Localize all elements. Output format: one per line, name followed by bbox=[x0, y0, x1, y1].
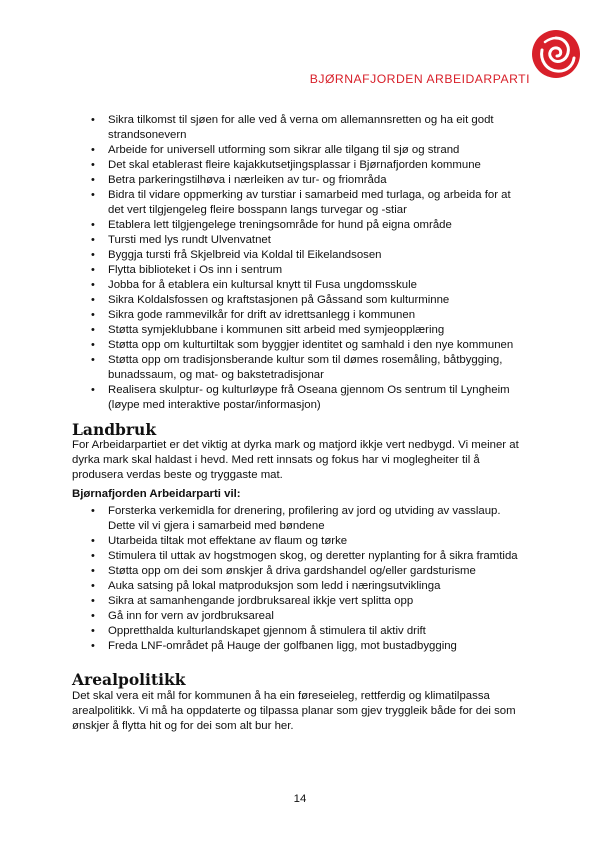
list-item: • Betra parkeringstilhøva i nærleiken av tur- og friområda bbox=[86, 173, 526, 188]
list-item: • Byggja tursti frå Skjelbreid via Koldal til Eikelandsosen bbox=[86, 248, 526, 263]
list-item: • Sikra at samanhengande jordbruksareal ikkje vert splitta opp bbox=[86, 594, 526, 609]
list-item: • Etablera lett tilgjengelege treningsområde for hund på eigna område bbox=[86, 218, 526, 233]
list-item: • Oppretthalda kulturlandskapet gjennom å stimulera til aktiv drift bbox=[86, 624, 526, 639]
landbruk-subheading: Bjørnafjorden Arbeidarparti vil: bbox=[72, 488, 241, 500]
page-header bbox=[282, 28, 582, 88]
landbruk-intro: For Arbeidarpartiet er det viktig at dyrka mark og matjord ikkje vert nedbygd. Vi meiner at dyrka mark skal haldast i hevd. Med rett innsats og fokus har vi moglegheiter til å produsera verdas beste og tryggaste mat. bbox=[72, 439, 519, 482]
list-item: • Realisera skulptur- og kulturløype frå Oseana gjennom Os sentrum til Lyngheim (løype med interaktive postar/informasjon) bbox=[86, 383, 526, 413]
list-item: • Støtta opp om kulturtiltak som byggjer identitet og samhald i den nye kommunen bbox=[86, 338, 526, 353]
landbruk-list bbox=[86, 504, 526, 654]
list-item: • Auka satsing på lokal matproduksjon som ledd i næringsutviklinga bbox=[86, 579, 526, 594]
list-item: • Støtta opp om dei som ønskjer å driva gardshandel og/eller gardsturisme bbox=[86, 564, 526, 579]
list-item: • Jobba for å etablera ein kultursal knytt til Fusa ungdomsskule bbox=[86, 278, 526, 293]
list-item: • Tursti med lys rundt Ulvenvatnet bbox=[86, 233, 526, 248]
list-item: • Stimulera til uttak av hogstmogen skog, og deretter nyplanting for å sikra framtida bbox=[86, 549, 526, 564]
org-name: BJØRNAFJORDEN ARBEIDARPARTI bbox=[309, 72, 530, 86]
list-item: • Flytta biblioteket i Os inn i sentrum bbox=[86, 263, 526, 278]
rose-icon bbox=[530, 28, 582, 80]
list-item: • Sikra gode rammevilkår for drift av idrettsanlegg i kommunen bbox=[86, 308, 526, 323]
list-item: • Støtta opp om tradisjonsberande kultur som til dømes rosemåling, båtbygging, bunadssaum, og mat- og bakstetradisjonar bbox=[86, 353, 526, 383]
list-item: • Utarbeida tiltak mot effektane av flaum og tørke bbox=[86, 534, 526, 549]
list-item: • Forsterka verkemidla for drenering, profilering av jord og utviding av vasslaup. Dette vil vi gjera i samarbeid med bøndene bbox=[86, 504, 526, 534]
arealpolitikk-title: Arealpolitikk bbox=[72, 670, 186, 689]
list-item: • Sikra Koldalsfossen og kraftstasjonen på Gåssand som kulturminne bbox=[86, 293, 526, 308]
list-item: • Arbeide for universell utforming som sikrar alle tilgang til sjø og strand bbox=[86, 143, 526, 158]
list-item: • Sikra tilkomst til sjøen for alle ved å verna om allemannsretten og ha eit godt strandsonevern bbox=[86, 113, 526, 143]
arealpolitikk-intro: Det skal vera eit mål for kommunen å ha ein føreseieleg, rettferdig og klimatilpassa arealpolitikk. Vi må ha oppdaterte og tilpassa planar som gjev tryggleik både for dei som ønskjer å flytta hit og for dei som alt bur her. bbox=[72, 690, 516, 733]
list-item: • Gå inn for vern av jordbruksareal bbox=[86, 609, 526, 624]
activities-list bbox=[86, 113, 526, 413]
list-item: • Støtta symjeklubbane i kommunen sitt arbeid med symjeopplæring bbox=[86, 323, 526, 338]
page-number: 14 bbox=[293, 793, 307, 805]
list-item: • Freda LNF-området på Hauge der golfbanen ligg, mot bustadbygging bbox=[86, 639, 526, 654]
list-item: • Bidra til vidare oppmerking av turstiar i samarbeid med turlaga, og arbeida for at det vert tilgjengeleg fleire bosspann langs turvegar og -stiar bbox=[86, 188, 526, 218]
landbruk-title: Landbruk bbox=[72, 420, 157, 439]
list-item: • Det skal etablerast fleire kajakkutsetjingsplassar i Bjørnafjorden kommune bbox=[86, 158, 526, 173]
